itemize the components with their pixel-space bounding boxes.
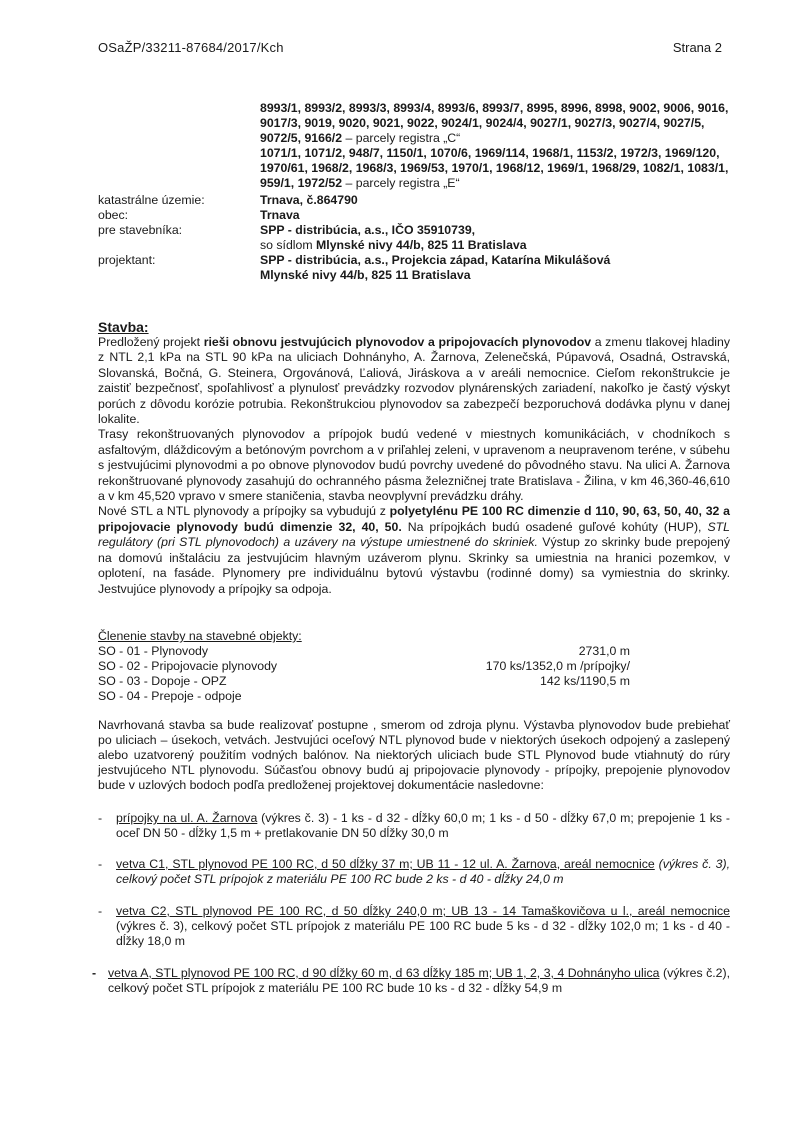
info-block bbox=[98, 193, 738, 284]
parcel-list-e: 1071/1, 1071/2, 948/7, 1150/1, 1070/6, 1969/114, 1968/1, 1153/2, 1972/3, 1969/120, 1970/61, 1968/2, 1968/3, 1969/53, 1970/1, 1968/12, 1969/1, 1968/29, 1082/1, 1083/1, 959/1, 1972/52 bbox=[260, 146, 729, 191]
info-row-obec bbox=[98, 208, 738, 223]
item-title: vetva C1, STL plynovod PE 100 RC, d 50 dĺžky 37 m; UB 11 - 12 ul. A. Žarnova, areál nemocnice bbox=[116, 857, 655, 871]
page-number: Strana 2 bbox=[672, 40, 722, 55]
so-name: SO - 02 - Pripojovacie plynovody bbox=[98, 659, 278, 674]
stavba-paragraph-2: Trasy rekonštruovaných plynovodov a prípojok budú vedené v miestnych komunikáciách, v chodníkoch s asfaltovým, dláždicovým a betónovým povrchom a v priľahlej zeleni, v upravenom a neupravenom teréne, v súbehu s jestvujúcimi plynovodmi a po obnove plynovodov budú povrchy uvedené do pôvodného stavu. Na ulici A. Žarnova rekonštruované plynovody zasahujú do ochranného pásma železničnej trate Bratislava - Žilina, v km 46,360-46,610 a v km 45,520 vpravo v smere staničenia, stavba neovplyvní prevádzku dráhy. bbox=[98, 427, 730, 504]
obec-label: obec: bbox=[98, 208, 129, 223]
parcel-register-c: – parcely registra „C“ bbox=[342, 131, 461, 146]
p1-text-c: a zmenu tlakovej hladiny z NTL 2,1 kPa na STL 90 kPa na uliciach Dohnányho, A. Žarnova, Zelenečská, Púpavová, Osadná, Ostravská, Slovanská, Bočná, G. Steinera, Orgovánová, Ľaliová, Jiráskova a v areáli nemocnice. Cieľom rekonštrukcie je zaistiť bezpečnosť, spoľahlivosť a plynulosť prevádzky rozvodov plynárenských zariadení, nakoľko je častý výskyt porúch z dôvodu korózie potrubia. Rekonštrukciou plynovodov sa zabezpečí bezporuchová dodávka plynu v danej lokalite. bbox=[98, 335, 731, 427]
list-item bbox=[98, 904, 730, 949]
clenenie-section bbox=[98, 629, 730, 704]
stavba-paragraph-1 bbox=[98, 335, 730, 427]
p1-text-a: Predložený projekt bbox=[98, 335, 204, 349]
item-dash: - bbox=[98, 811, 103, 825]
projektant-label: projektant: bbox=[98, 253, 156, 268]
so-name: SO - 03 - Dopoje - OPZ bbox=[98, 674, 227, 689]
obec-value: Trnava bbox=[260, 208, 300, 223]
so-qty: 170 ks/1352,0 m /prípojky/ bbox=[485, 659, 630, 674]
info-row-stavebnik bbox=[98, 223, 738, 253]
clenenie-title: Členenie stavby na stavebné objekty: bbox=[98, 629, 302, 643]
p3-text-italic: STL regulátory (pri STL plynovodoch) a uzávery na výstupe umiestnené do skriniek. bbox=[98, 519, 730, 550]
parcel-list-c: 8993/1, 8993/2, 8993/3, 8993/4, 8993/6, 8993/7, 8995, 8996, 8998, 9002, 9006, 9016, 9017/3, 9019, 9020, 9021, 9022, 9024/1, 9024/4, 9027/1, 9027/3, 9027/4, 9027/5, 9072/5, 9166/2 bbox=[260, 101, 729, 146]
stavebnik-value bbox=[260, 223, 527, 253]
p3-text-bold: polyetylénu PE 100 RC dimenzie d 110, 90, 63, 50, 40, 32 a pripojovacie plynovody budú dimenzie 32, 40, 50. bbox=[98, 504, 730, 534]
p3-text-e: Výstup zo skrinky bude prepojený na domovú inštaláciu za jestvujúcim hlavným uzáverom plynu. Skrinky sa umiestnia na hranici pozemkov, v oplotení, na fasáde. Plynomery pre individuálnu bytovú výstavbu (rodinné domy) sa vymiestnia do skrinky. Jestvujúce plynovody a prípojky sa odpoja. bbox=[98, 535, 730, 596]
so-qty: 142 ks/1190,5 m bbox=[539, 674, 630, 689]
p3-text-a: Nové STL a NTL plynovody a prípojky sa vybudujú z bbox=[98, 504, 390, 519]
stavba-paragraph-3 bbox=[98, 504, 730, 596]
p3-text-c: Na prípojkách budú osadené guľové kohúty (HUP), bbox=[401, 519, 708, 534]
item-title: vetva C2, STL plynovod PE 100 RC, d 50 dĺžky 240,0 m; UB 13 - 14 Tamaškovičova u l., areál nemocnice bbox=[116, 904, 730, 918]
projektant-value bbox=[260, 253, 610, 283]
item-text bbox=[116, 811, 730, 841]
item-detail: (výkres č. 3), celkový počet STL prípojok z materiálu PE 100 RC bude 5 ks - d 32 - dĺžky 102,0 m; 1 ks - d 40 - dĺžky 18,0 m bbox=[116, 919, 730, 949]
item-text bbox=[116, 857, 730, 887]
stavebnik-label: pre stavebníka: bbox=[98, 223, 183, 238]
so-row bbox=[98, 689, 730, 704]
item-detail-italic: (výkres č. 3), celkový počet STL prípojok z materiálu PE 100 RC bude 2 ks - d 40 - dĺžky 24,0 m bbox=[116, 857, 730, 887]
item-dash: - bbox=[98, 904, 103, 918]
item-text bbox=[116, 904, 730, 949]
so-row bbox=[98, 674, 730, 689]
so-row bbox=[98, 644, 730, 659]
document-number: OSaŽP/33211-87684/2017/Kch bbox=[98, 40, 284, 55]
ku-label: katastrálne územie: bbox=[98, 193, 205, 207]
item-dash: - bbox=[98, 857, 103, 871]
realizacia-section bbox=[98, 718, 730, 793]
list-item bbox=[92, 966, 730, 996]
item-title: prípojky na ul. A. Žarnova bbox=[116, 811, 258, 825]
info-row-ku bbox=[98, 193, 738, 208]
item-text bbox=[108, 966, 730, 996]
item-title: vetva A, STL plynovod PE 100 RC, d 90 dĺžky 60 m, d 63 dĺžky 185 m; UB 1, 2, 3, 4 Dohnányho ulica bbox=[108, 966, 660, 980]
so-qty bbox=[470, 689, 630, 704]
so-qty: 2731,0 m bbox=[578, 644, 630, 659]
list-item bbox=[98, 857, 730, 887]
projektant-address: Mlynské nivy 44/b, 825 11 Bratislava bbox=[260, 268, 471, 283]
item-detail: (výkres č. 3) - 1 ks - d 32 - dĺžky 60,0 m; 1 ks - d 50 - dĺžky 67,0 m; prepojenie 1 ks - oceľ DN 50 - dĺžky 1,5 m + pretlakovanie DN 50 dĺžky 30,0 m bbox=[116, 811, 730, 841]
list-item bbox=[98, 811, 730, 841]
so-name: SO - 04 - Prepoje - odpoje bbox=[98, 689, 242, 704]
parcel-list bbox=[260, 101, 730, 192]
stavebnik-seat-prefix: so sídlom bbox=[260, 238, 317, 253]
item-dash: - bbox=[92, 966, 97, 980]
p1-text-bold: rieši obnovu jestvujúcich plynovodov a pripojovacích plynovodov bbox=[203, 335, 592, 349]
stavba-section bbox=[98, 319, 730, 597]
ku-value: Trnava, č.864790 bbox=[260, 193, 358, 207]
item-detail: (výkres č.2), celkový počet STL prípojok z materiálu PE 100 RC bude 10 ks - d 32 - dĺžky 54,9 m bbox=[108, 966, 731, 996]
so-name: SO - 01 - Plynovody bbox=[98, 644, 209, 659]
projektant-name: SPP - distribúcia, a.s., Projekcia západ, Katarína Mikulášová bbox=[260, 253, 611, 268]
stavebnik-address: Mlynské nivy 44/b, 825 11 Bratislava bbox=[316, 238, 527, 253]
parcel-register-e: – parcely registra „E“ bbox=[342, 176, 460, 191]
info-row-projektant bbox=[98, 253, 738, 283]
stavebnik-name: SPP - distribúcia, a.s., IČO 35910739, bbox=[260, 223, 476, 238]
realizacia-paragraph: Navrhovaná stavba sa bude realizovať postupne , smerom od zdroja plynu. Výstavba plynovodov bude prebiehať po uliciach – úsekoch, vetvách. Jestvujúci oceľový NTL plynovod bude v niektorých úsekoch odpojený a zaslepený alebo uzatvorený použitím vodných balónov. Na niektorých uliciach bude STL Plynovod bude vtiahnutý do rúry jestvujúceho NTL plynovodu. Súčasťou obnovy budú aj pripojovacie plynovody - prípojky, prepojenie plynovodov bude v uzlových bodoch podľa predloženej projektovej dokumentácie nasledovne: bbox=[98, 718, 730, 793]
stavba-heading: Stavba: bbox=[98, 319, 149, 335]
so-row bbox=[98, 659, 730, 674]
